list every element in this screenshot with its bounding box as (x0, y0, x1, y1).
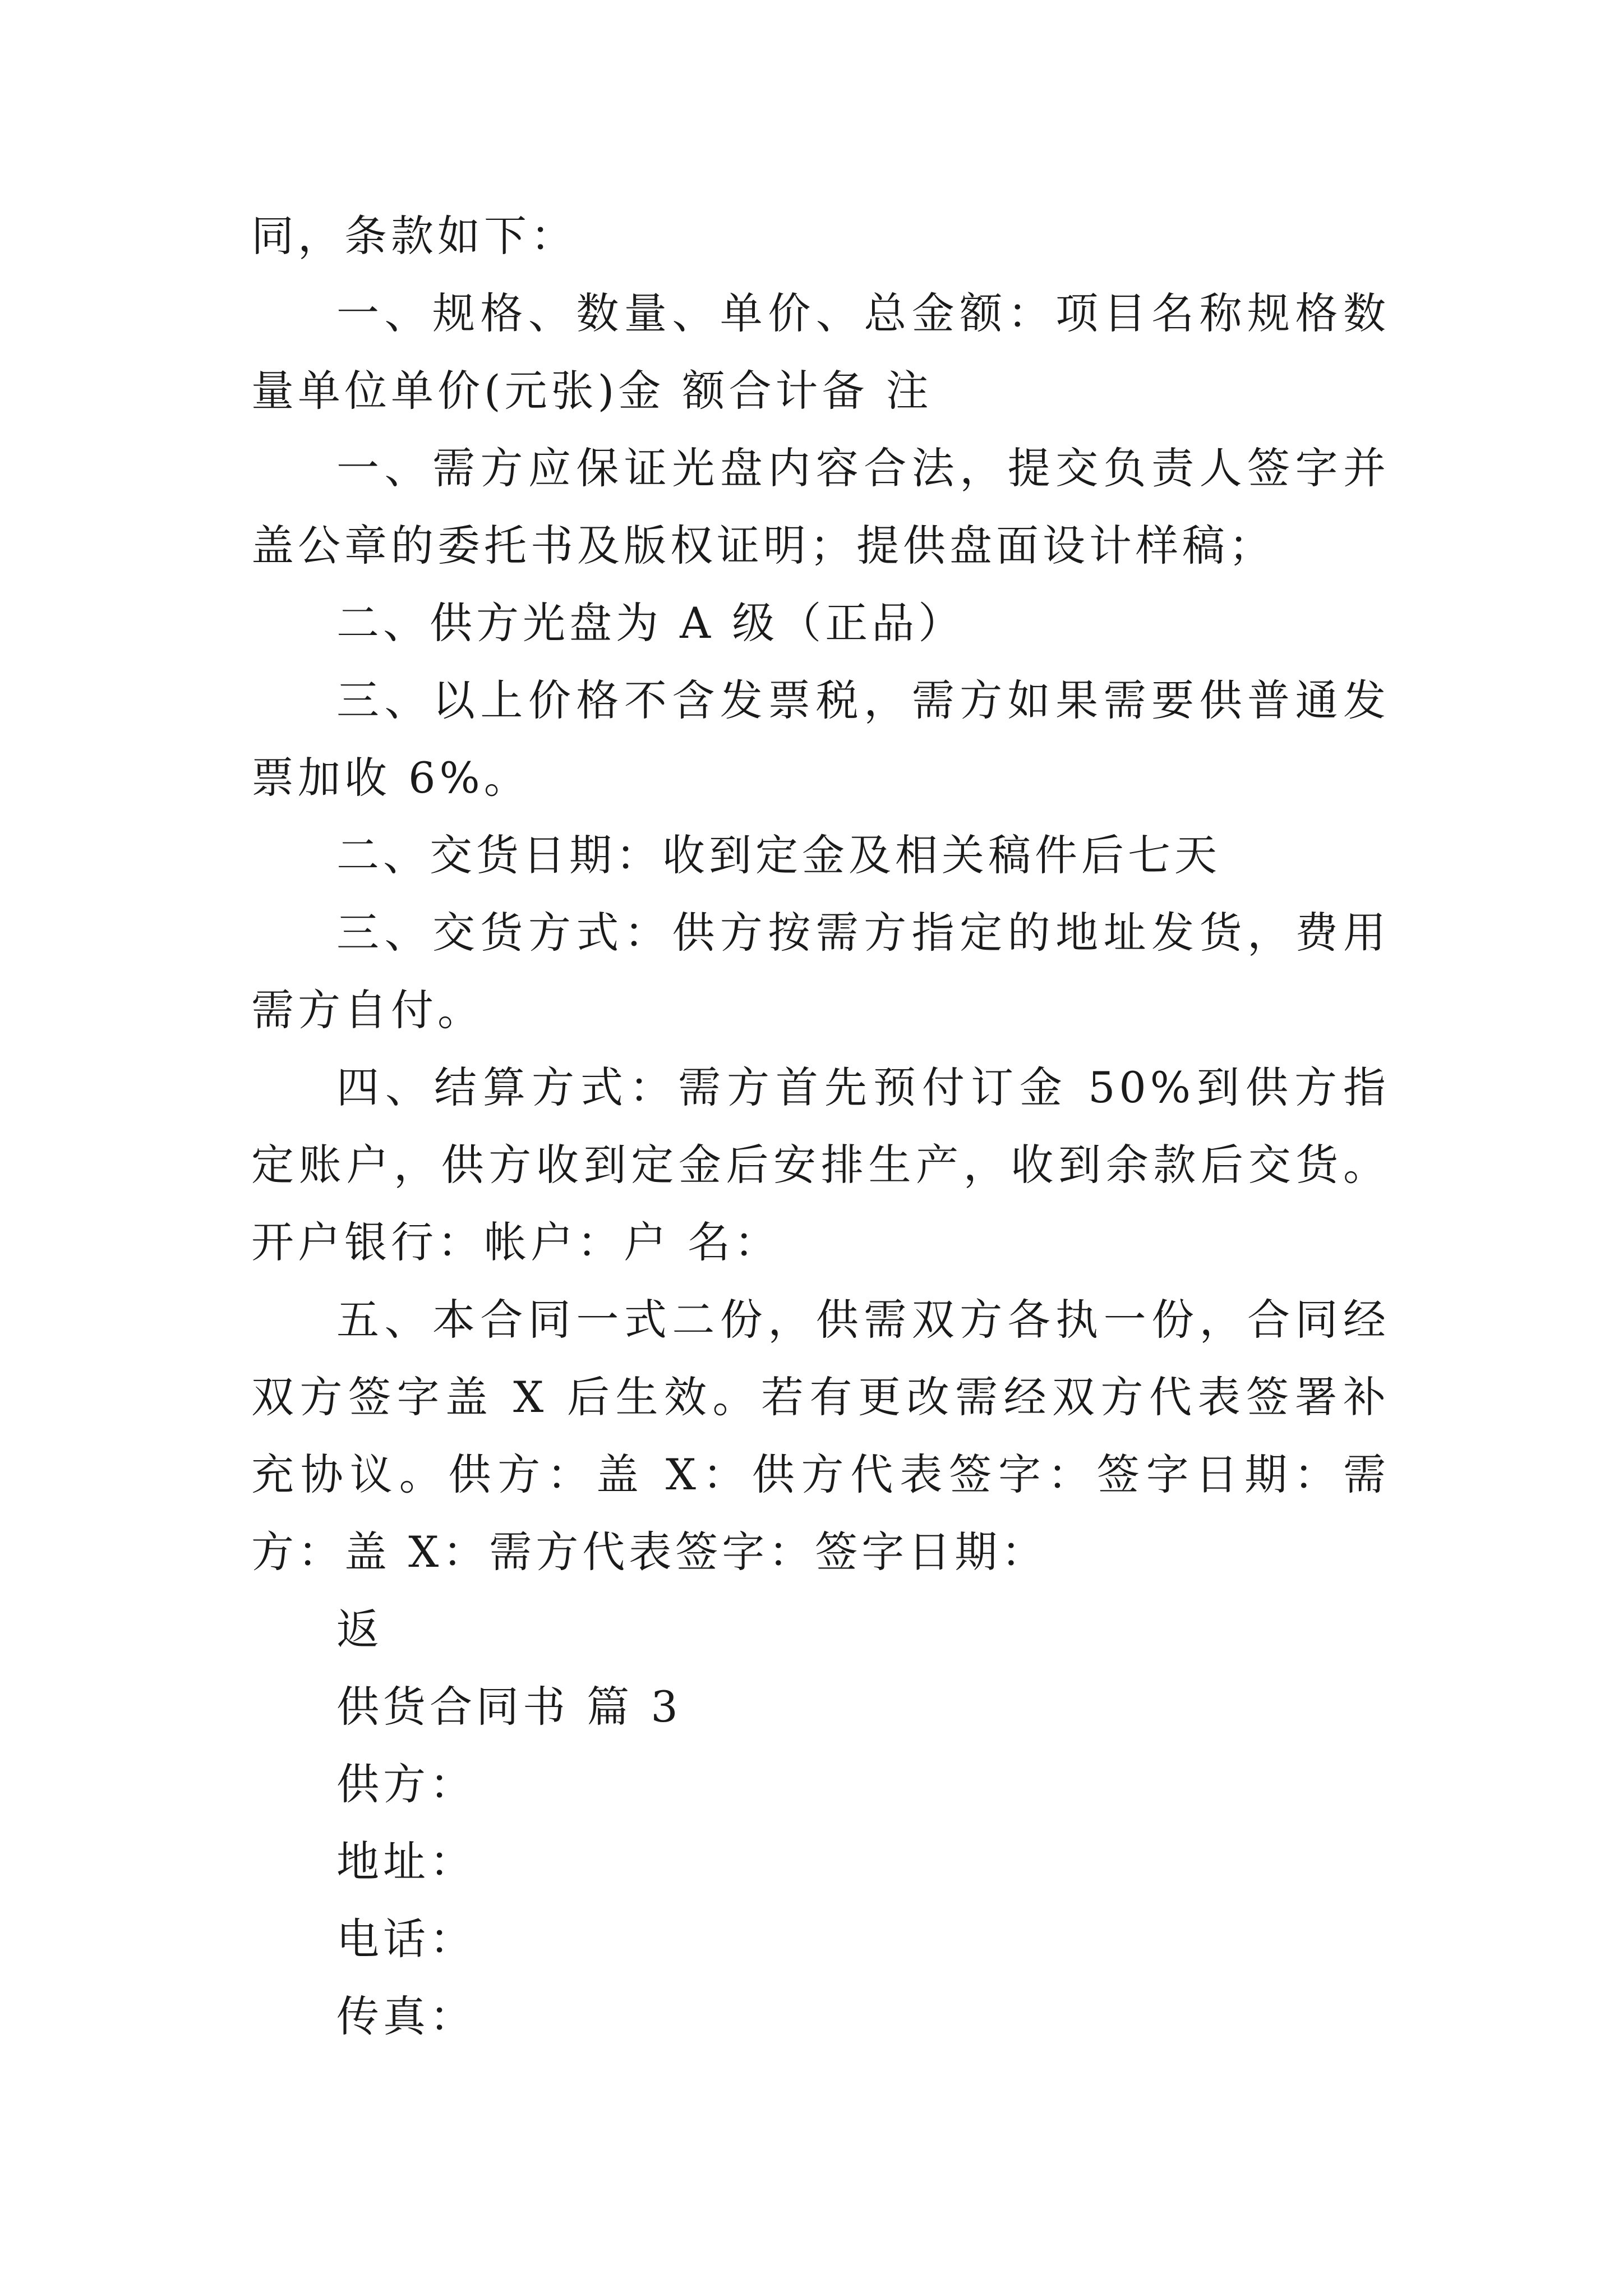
paragraph-specs: 一、规格、数量、单价、总金额：项目名称规格数量单位单价(元张)金 额合计备 注 (251, 288, 1390, 416)
paragraph-settlement: 四、结算方式：需方首先预付订金 50%到供方指定账户，供方收到定金后安排生产，收到余款后交货。开户银行：帐户：户 名： (251, 1062, 1390, 1267)
paragraph-return: 返 (336, 1604, 383, 1654)
field-address: 地址： (336, 1837, 476, 1887)
paragraph-delivery-date: 二、交货日期：收到定金及相关稿件后七天 (336, 830, 1221, 880)
section-title: 供货合同书 篇 3 (336, 1682, 682, 1732)
paragraph-buyer-obligations: 一、需方应保证光盘内容合法，提交负责人签字并盖公章的委托书及版权证明；提供盘面设计样稿； (251, 443, 1390, 570)
field-phone: 电话： (336, 1914, 476, 1964)
paragraph-copies-signatures: 五、本合同一式二份，供需双方各执一份，合同经双方签字盖 X 后生效。若有更改需经双方代表签署补充协议。供方：盖 X：供方代表签字：签字日期：需方：盖 X：需方代表签字：签字日期： (251, 1295, 1390, 1577)
paragraph-tax: 三、以上价格不含发票税，需方如果需要供普通发票加收 6%。 (251, 675, 1390, 803)
contract-body (251, 197, 1390, 2055)
paragraph-delivery-method: 三、交货方式：供方按需方指定的地址发货，费用需方自付。 (251, 908, 1390, 1035)
field-supplier: 供方： (336, 1759, 476, 1809)
field-fax: 传真： (336, 1991, 476, 2041)
paragraph-intro: 同，条款如下： (251, 211, 577, 261)
paragraph-disc-grade: 二、供方光盘为 A 级（正品） (336, 598, 965, 648)
